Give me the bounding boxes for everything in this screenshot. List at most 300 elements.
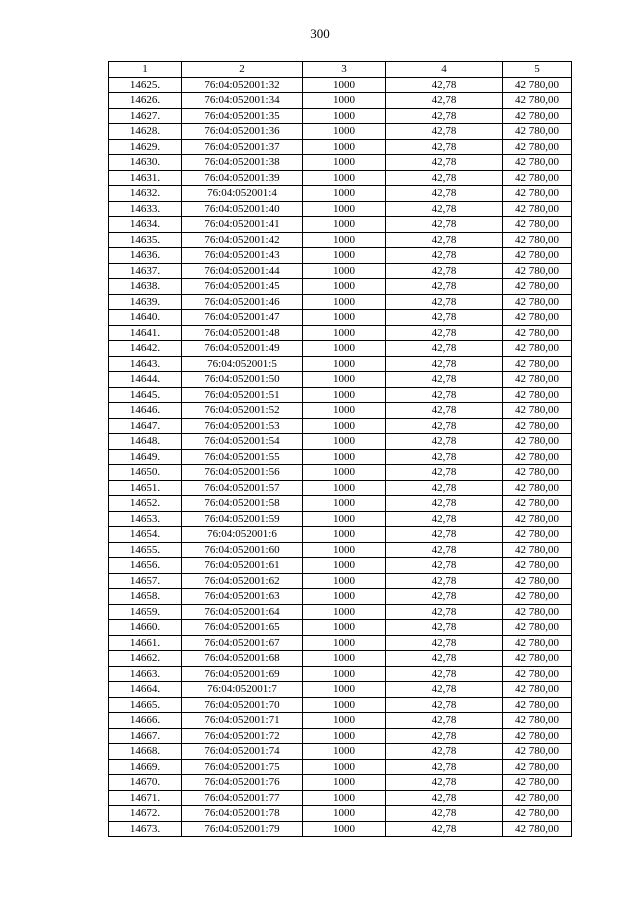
rate-cell: 42,78 xyxy=(386,527,503,543)
table-row xyxy=(109,542,572,558)
row-number-cell: 14651. xyxy=(109,480,182,496)
area-cell: 1000 xyxy=(303,124,386,140)
amount-cell: 42 780,00 xyxy=(503,108,572,124)
table-row xyxy=(109,155,572,171)
table-row xyxy=(109,139,572,155)
row-number-cell: 14661. xyxy=(109,635,182,651)
area-cell: 1000 xyxy=(303,294,386,310)
amount-cell: 42 780,00 xyxy=(503,356,572,372)
cadastral-number-cell: 76:04:052001:47 xyxy=(182,310,303,326)
table-row xyxy=(109,449,572,465)
table-row xyxy=(109,728,572,744)
column-header-3: 3 xyxy=(303,62,386,78)
rate-cell: 42,78 xyxy=(386,449,503,465)
rate-cell: 42,78 xyxy=(386,124,503,140)
table-row xyxy=(109,294,572,310)
table-row xyxy=(109,93,572,109)
row-number-cell: 14671. xyxy=(109,790,182,806)
cadastral-number-cell: 76:04:052001:65 xyxy=(182,620,303,636)
table-row xyxy=(109,372,572,388)
area-cell: 1000 xyxy=(303,232,386,248)
area-cell: 1000 xyxy=(303,201,386,217)
amount-cell: 42 780,00 xyxy=(503,697,572,713)
area-cell: 1000 xyxy=(303,217,386,233)
table-row xyxy=(109,496,572,512)
table-row xyxy=(109,666,572,682)
cadastral-number-cell: 76:04:052001:62 xyxy=(182,573,303,589)
rate-cell: 42,78 xyxy=(386,666,503,682)
rate-cell: 42,78 xyxy=(386,744,503,760)
row-number-cell: 14654. xyxy=(109,527,182,543)
table-row xyxy=(109,744,572,760)
area-cell: 1000 xyxy=(303,449,386,465)
cadastral-number-cell: 76:04:052001:41 xyxy=(182,217,303,233)
rate-cell: 42,78 xyxy=(386,682,503,698)
rate-cell: 42,78 xyxy=(386,372,503,388)
table-row xyxy=(109,573,572,589)
area-cell: 1000 xyxy=(303,434,386,450)
area-cell: 1000 xyxy=(303,821,386,837)
rate-cell: 42,78 xyxy=(386,325,503,341)
table-row xyxy=(109,310,572,326)
row-number-cell: 14663. xyxy=(109,666,182,682)
amount-cell: 42 780,00 xyxy=(503,806,572,822)
cadastral-number-cell: 76:04:052001:71 xyxy=(182,713,303,729)
rate-cell: 42,78 xyxy=(386,620,503,636)
area-cell: 1000 xyxy=(303,403,386,419)
amount-cell: 42 780,00 xyxy=(503,480,572,496)
row-number-cell: 14656. xyxy=(109,558,182,574)
row-number-cell: 14665. xyxy=(109,697,182,713)
rate-cell: 42,78 xyxy=(386,279,503,295)
header-row xyxy=(109,62,572,78)
amount-cell: 42 780,00 xyxy=(503,790,572,806)
row-number-cell: 14658. xyxy=(109,589,182,605)
amount-cell: 42 780,00 xyxy=(503,651,572,667)
data-table xyxy=(108,61,572,837)
row-number-cell: 14643. xyxy=(109,356,182,372)
rate-cell: 42,78 xyxy=(386,418,503,434)
amount-cell: 42 780,00 xyxy=(503,124,572,140)
area-cell: 1000 xyxy=(303,589,386,605)
row-number-cell: 14629. xyxy=(109,139,182,155)
table-row xyxy=(109,465,572,481)
table-row xyxy=(109,108,572,124)
amount-cell: 42 780,00 xyxy=(503,666,572,682)
cadastral-number-cell: 76:04:052001:58 xyxy=(182,496,303,512)
row-number-cell: 14638. xyxy=(109,279,182,295)
area-cell: 1000 xyxy=(303,279,386,295)
rate-cell: 42,78 xyxy=(386,604,503,620)
cadastral-number-cell: 76:04:052001:37 xyxy=(182,139,303,155)
amount-cell: 42 780,00 xyxy=(503,573,572,589)
amount-cell: 42 780,00 xyxy=(503,248,572,264)
amount-cell: 42 780,00 xyxy=(503,232,572,248)
amount-cell: 42 780,00 xyxy=(503,217,572,233)
table-row xyxy=(109,775,572,791)
table-row xyxy=(109,170,572,186)
amount-cell: 42 780,00 xyxy=(503,542,572,558)
cadastral-number-cell: 76:04:052001:53 xyxy=(182,418,303,434)
row-number-cell: 14657. xyxy=(109,573,182,589)
rate-cell: 42,78 xyxy=(386,403,503,419)
rate-cell: 42,78 xyxy=(386,651,503,667)
cadastral-number-cell: 76:04:052001:5 xyxy=(182,356,303,372)
cadastral-number-cell: 76:04:052001:78 xyxy=(182,806,303,822)
amount-cell: 42 780,00 xyxy=(503,170,572,186)
rate-cell: 42,78 xyxy=(386,589,503,605)
table-row xyxy=(109,418,572,434)
rate-cell: 42,78 xyxy=(386,821,503,837)
column-header-2: 2 xyxy=(182,62,303,78)
rate-cell: 42,78 xyxy=(386,294,503,310)
row-number-cell: 14660. xyxy=(109,620,182,636)
area-cell: 1000 xyxy=(303,496,386,512)
row-number-cell: 14632. xyxy=(109,186,182,202)
table-row xyxy=(109,713,572,729)
cadastral-number-cell: 76:04:052001:42 xyxy=(182,232,303,248)
table-row xyxy=(109,387,572,403)
amount-cell: 42 780,00 xyxy=(503,139,572,155)
cadastral-number-cell: 76:04:052001:52 xyxy=(182,403,303,419)
table-row xyxy=(109,124,572,140)
row-number-cell: 14645. xyxy=(109,387,182,403)
table-row xyxy=(109,620,572,636)
amount-cell: 42 780,00 xyxy=(503,558,572,574)
table-row xyxy=(109,279,572,295)
page-number: 300 xyxy=(310,26,330,41)
amount-cell: 42 780,00 xyxy=(503,279,572,295)
cadastral-number-cell: 76:04:052001:68 xyxy=(182,651,303,667)
cadastral-number-cell: 76:04:052001:44 xyxy=(182,263,303,279)
amount-cell: 42 780,00 xyxy=(503,372,572,388)
table-header xyxy=(109,62,572,78)
area-cell: 1000 xyxy=(303,759,386,775)
amount-cell: 42 780,00 xyxy=(503,775,572,791)
area-cell: 1000 xyxy=(303,248,386,264)
area-cell: 1000 xyxy=(303,186,386,202)
column-header-1: 1 xyxy=(109,62,182,78)
row-number-cell: 14642. xyxy=(109,341,182,357)
row-number-cell: 14637. xyxy=(109,263,182,279)
area-cell: 1000 xyxy=(303,806,386,822)
area-cell: 1000 xyxy=(303,558,386,574)
table-row xyxy=(109,635,572,651)
area-cell: 1000 xyxy=(303,542,386,558)
row-number-cell: 14649. xyxy=(109,449,182,465)
rate-cell: 42,78 xyxy=(386,232,503,248)
table-row xyxy=(109,589,572,605)
cadastral-number-cell: 76:04:052001:77 xyxy=(182,790,303,806)
row-number-cell: 14640. xyxy=(109,310,182,326)
row-number-cell: 14633. xyxy=(109,201,182,217)
area-cell: 1000 xyxy=(303,728,386,744)
cadastral-number-cell: 76:04:052001:70 xyxy=(182,697,303,713)
rate-cell: 42,78 xyxy=(386,93,503,109)
table-row xyxy=(109,403,572,419)
rate-cell: 42,78 xyxy=(386,201,503,217)
area-cell: 1000 xyxy=(303,310,386,326)
cadastral-number-cell: 76:04:052001:45 xyxy=(182,279,303,295)
rate-cell: 42,78 xyxy=(386,542,503,558)
rate-cell: 42,78 xyxy=(386,480,503,496)
cadastral-number-cell: 76:04:052001:57 xyxy=(182,480,303,496)
rate-cell: 42,78 xyxy=(386,310,503,326)
cadastral-number-cell: 76:04:052001:50 xyxy=(182,372,303,388)
table-row xyxy=(109,604,572,620)
row-number-cell: 14666. xyxy=(109,713,182,729)
amount-cell: 42 780,00 xyxy=(503,511,572,527)
amount-cell: 42 780,00 xyxy=(503,713,572,729)
row-number-cell: 14647. xyxy=(109,418,182,434)
cadastral-number-cell: 76:04:052001:54 xyxy=(182,434,303,450)
table-row xyxy=(109,263,572,279)
rate-cell: 42,78 xyxy=(386,511,503,527)
table-row xyxy=(109,434,572,450)
area-cell: 1000 xyxy=(303,325,386,341)
row-number-cell: 14650. xyxy=(109,465,182,481)
row-number-cell: 14672. xyxy=(109,806,182,822)
amount-cell: 42 780,00 xyxy=(503,186,572,202)
amount-cell: 42 780,00 xyxy=(503,155,572,171)
area-cell: 1000 xyxy=(303,527,386,543)
table-row xyxy=(109,821,572,837)
table-row xyxy=(109,806,572,822)
area-cell: 1000 xyxy=(303,744,386,760)
amount-cell: 42 780,00 xyxy=(503,201,572,217)
amount-cell: 42 780,00 xyxy=(503,821,572,837)
rate-cell: 42,78 xyxy=(386,77,503,93)
rate-cell: 42,78 xyxy=(386,170,503,186)
area-cell: 1000 xyxy=(303,108,386,124)
table-row xyxy=(109,697,572,713)
table-row xyxy=(109,325,572,341)
cadastral-number-cell: 76:04:052001:76 xyxy=(182,775,303,791)
area-cell: 1000 xyxy=(303,372,386,388)
amount-cell: 42 780,00 xyxy=(503,744,572,760)
area-cell: 1000 xyxy=(303,465,386,481)
table-row xyxy=(109,651,572,667)
cadastral-number-cell: 76:04:052001:43 xyxy=(182,248,303,264)
cadastral-number-cell: 76:04:052001:40 xyxy=(182,201,303,217)
table-row xyxy=(109,232,572,248)
row-number-cell: 14630. xyxy=(109,155,182,171)
cadastral-number-cell: 76:04:052001:67 xyxy=(182,635,303,651)
rate-cell: 42,78 xyxy=(386,713,503,729)
table-row xyxy=(109,217,572,233)
cadastral-number-cell: 76:04:052001:56 xyxy=(182,465,303,481)
amount-cell: 42 780,00 xyxy=(503,434,572,450)
area-cell: 1000 xyxy=(303,387,386,403)
area-cell: 1000 xyxy=(303,511,386,527)
table-row xyxy=(109,77,572,93)
amount-cell: 42 780,00 xyxy=(503,527,572,543)
area-cell: 1000 xyxy=(303,651,386,667)
table-row xyxy=(109,480,572,496)
amount-cell: 42 780,00 xyxy=(503,728,572,744)
rate-cell: 42,78 xyxy=(386,387,503,403)
area-cell: 1000 xyxy=(303,77,386,93)
amount-cell: 42 780,00 xyxy=(503,496,572,512)
area-cell: 1000 xyxy=(303,93,386,109)
area-cell: 1000 xyxy=(303,666,386,682)
column-header-4: 4 xyxy=(386,62,503,78)
cadastral-number-cell: 76:04:052001:48 xyxy=(182,325,303,341)
amount-cell: 42 780,00 xyxy=(503,635,572,651)
area-cell: 1000 xyxy=(303,635,386,651)
cadastral-number-cell: 76:04:052001:79 xyxy=(182,821,303,837)
cadastral-number-cell: 76:04:052001:36 xyxy=(182,124,303,140)
row-number-cell: 14635. xyxy=(109,232,182,248)
cadastral-number-cell: 76:04:052001:75 xyxy=(182,759,303,775)
rate-cell: 42,78 xyxy=(386,790,503,806)
amount-cell: 42 780,00 xyxy=(503,759,572,775)
rate-cell: 42,78 xyxy=(386,558,503,574)
table-row xyxy=(109,790,572,806)
row-number-cell: 14631. xyxy=(109,170,182,186)
amount-cell: 42 780,00 xyxy=(503,341,572,357)
row-number-cell: 14636. xyxy=(109,248,182,264)
cadastral-number-cell: 76:04:052001:49 xyxy=(182,341,303,357)
area-cell: 1000 xyxy=(303,620,386,636)
amount-cell: 42 780,00 xyxy=(503,620,572,636)
area-cell: 1000 xyxy=(303,604,386,620)
area-cell: 1000 xyxy=(303,775,386,791)
row-number-cell: 14627. xyxy=(109,108,182,124)
rate-cell: 42,78 xyxy=(386,806,503,822)
row-number-cell: 14625. xyxy=(109,77,182,93)
cadastral-number-cell: 76:04:052001:51 xyxy=(182,387,303,403)
amount-cell: 42 780,00 xyxy=(503,93,572,109)
area-cell: 1000 xyxy=(303,341,386,357)
cadastral-number-cell: 76:04:052001:35 xyxy=(182,108,303,124)
row-number-cell: 14634. xyxy=(109,217,182,233)
amount-cell: 42 780,00 xyxy=(503,589,572,605)
rate-cell: 42,78 xyxy=(386,186,503,202)
amount-cell: 42 780,00 xyxy=(503,449,572,465)
row-number-cell: 14646. xyxy=(109,403,182,419)
row-number-cell: 14669. xyxy=(109,759,182,775)
area-cell: 1000 xyxy=(303,170,386,186)
rate-cell: 42,78 xyxy=(386,697,503,713)
cadastral-number-cell: 76:04:052001:32 xyxy=(182,77,303,93)
amount-cell: 42 780,00 xyxy=(503,403,572,419)
table-row xyxy=(109,186,572,202)
cadastral-number-cell: 76:04:052001:60 xyxy=(182,542,303,558)
table-row xyxy=(109,682,572,698)
table-row xyxy=(109,558,572,574)
amount-cell: 42 780,00 xyxy=(503,263,572,279)
area-cell: 1000 xyxy=(303,682,386,698)
area-cell: 1000 xyxy=(303,155,386,171)
rate-cell: 42,78 xyxy=(386,217,503,233)
table-body xyxy=(109,77,572,837)
table-row xyxy=(109,356,572,372)
row-number-cell: 14628. xyxy=(109,124,182,140)
table-row xyxy=(109,759,572,775)
area-cell: 1000 xyxy=(303,573,386,589)
row-number-cell: 14667. xyxy=(109,728,182,744)
rate-cell: 42,78 xyxy=(386,635,503,651)
row-number-cell: 14668. xyxy=(109,744,182,760)
cadastral-number-cell: 76:04:052001:7 xyxy=(182,682,303,698)
row-number-cell: 14648. xyxy=(109,434,182,450)
table-row xyxy=(109,248,572,264)
row-number-cell: 14655. xyxy=(109,542,182,558)
cadastral-number-cell: 76:04:052001:72 xyxy=(182,728,303,744)
table-row xyxy=(109,341,572,357)
rate-cell: 42,78 xyxy=(386,728,503,744)
area-cell: 1000 xyxy=(303,713,386,729)
row-number-cell: 14652. xyxy=(109,496,182,512)
amount-cell: 42 780,00 xyxy=(503,418,572,434)
rate-cell: 42,78 xyxy=(386,263,503,279)
rate-cell: 42,78 xyxy=(386,573,503,589)
table-row xyxy=(109,511,572,527)
cadastral-number-cell: 76:04:052001:46 xyxy=(182,294,303,310)
cadastral-number-cell: 76:04:052001:74 xyxy=(182,744,303,760)
area-cell: 1000 xyxy=(303,790,386,806)
area-cell: 1000 xyxy=(303,139,386,155)
area-cell: 1000 xyxy=(303,356,386,372)
cadastral-number-cell: 76:04:052001:39 xyxy=(182,170,303,186)
rate-cell: 42,78 xyxy=(386,434,503,450)
amount-cell: 42 780,00 xyxy=(503,465,572,481)
rate-cell: 42,78 xyxy=(386,775,503,791)
cadastral-number-cell: 76:04:052001:38 xyxy=(182,155,303,171)
rate-cell: 42,78 xyxy=(386,155,503,171)
cadastral-number-cell: 76:04:052001:64 xyxy=(182,604,303,620)
cadastral-number-cell: 76:04:052001:69 xyxy=(182,666,303,682)
area-cell: 1000 xyxy=(303,697,386,713)
area-cell: 1000 xyxy=(303,480,386,496)
rate-cell: 42,78 xyxy=(386,108,503,124)
cadastral-number-cell: 76:04:052001:59 xyxy=(182,511,303,527)
cadastral-number-cell: 76:04:052001:55 xyxy=(182,449,303,465)
cadastral-number-cell: 76:04:052001:63 xyxy=(182,589,303,605)
table-row xyxy=(109,201,572,217)
amount-cell: 42 780,00 xyxy=(503,604,572,620)
table-row xyxy=(109,527,572,543)
row-number-cell: 14673. xyxy=(109,821,182,837)
rate-cell: 42,78 xyxy=(386,759,503,775)
amount-cell: 42 780,00 xyxy=(503,682,572,698)
amount-cell: 42 780,00 xyxy=(503,387,572,403)
rate-cell: 42,78 xyxy=(386,139,503,155)
row-number-cell: 14639. xyxy=(109,294,182,310)
area-cell: 1000 xyxy=(303,263,386,279)
rate-cell: 42,78 xyxy=(386,496,503,512)
rate-cell: 42,78 xyxy=(386,465,503,481)
column-header-5: 5 xyxy=(503,62,572,78)
cadastral-number-cell: 76:04:052001:34 xyxy=(182,93,303,109)
area-cell: 1000 xyxy=(303,418,386,434)
row-number-cell: 14644. xyxy=(109,372,182,388)
cadastral-number-cell: 76:04:052001:61 xyxy=(182,558,303,574)
amount-cell: 42 780,00 xyxy=(503,294,572,310)
row-number-cell: 14641. xyxy=(109,325,182,341)
row-number-cell: 14659. xyxy=(109,604,182,620)
rate-cell: 42,78 xyxy=(386,341,503,357)
row-number-cell: 14653. xyxy=(109,511,182,527)
row-number-cell: 14670. xyxy=(109,775,182,791)
row-number-cell: 14626. xyxy=(109,93,182,109)
amount-cell: 42 780,00 xyxy=(503,310,572,326)
rate-cell: 42,78 xyxy=(386,356,503,372)
row-number-cell: 14662. xyxy=(109,651,182,667)
amount-cell: 42 780,00 xyxy=(503,77,572,93)
cadastral-number-cell: 76:04:052001:6 xyxy=(182,527,303,543)
